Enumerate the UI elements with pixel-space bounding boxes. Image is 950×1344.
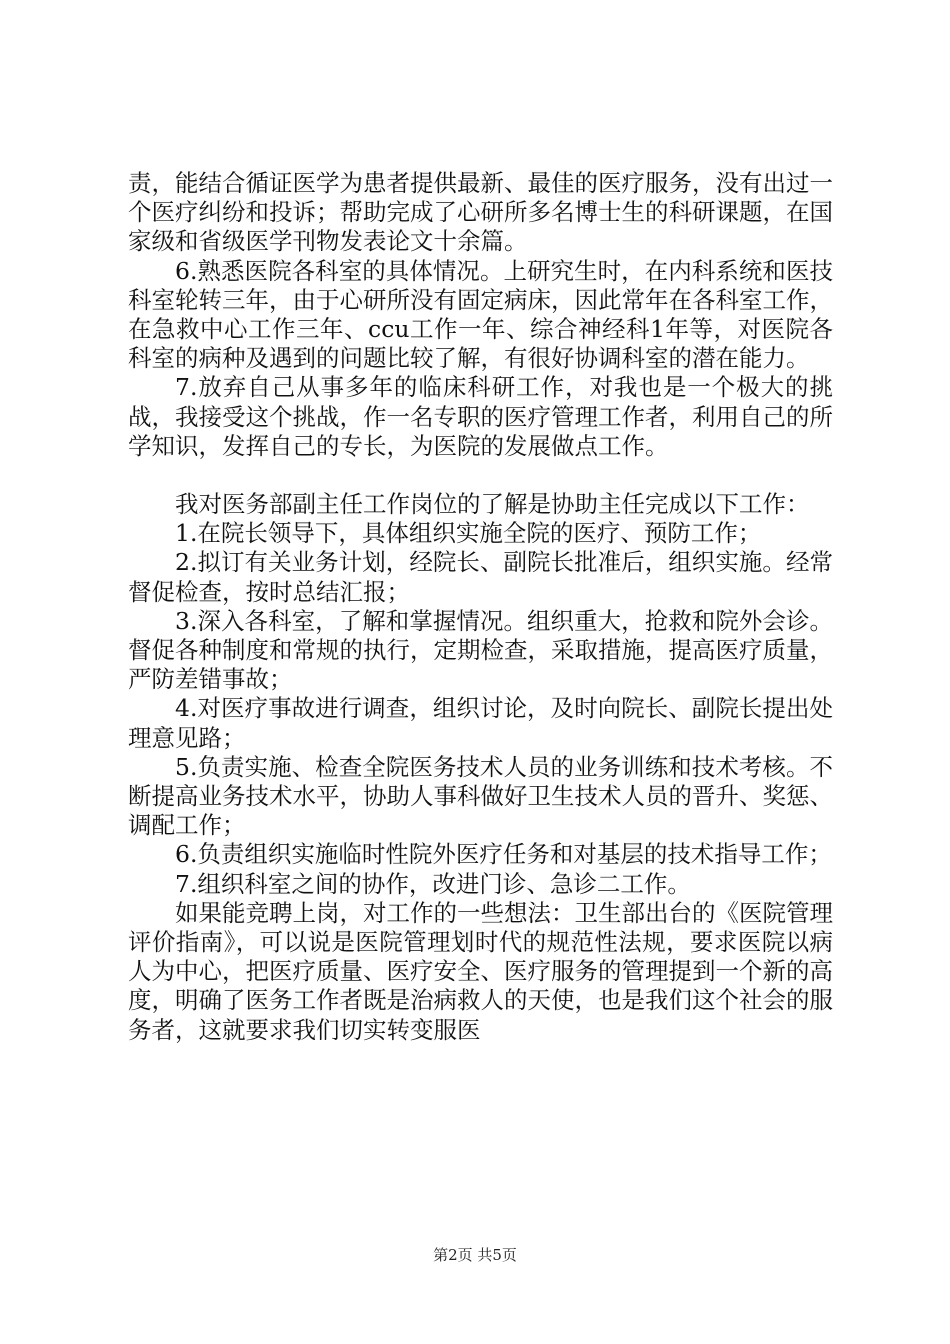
- document-body: [128, 169, 833, 1045]
- duty-item-5: 5.负责实施、检查全院医务技术人员的业务训练和技术考核。不断提高业务技术水平，协助人事科做好卫生技术人员的晋升、奖惩、调配工作；: [128, 752, 833, 840]
- paragraph-item-7: 7.放弃自己从事多年的临床科研工作，对我也是一个极大的挑战，我接受这个挑战，作一名专职的医疗管理工作者，利用自己的所学知识，发挥自己的专长，为医院的发展做点工作。: [128, 373, 833, 460]
- paragraph-item-6: 6.熟悉医院各科室的具体情况。上研究生时，在内科系统和医技科室轮转三年，由于心研所没有固定病床，因此常年在各科室工作，在急救中心工作三年、ccu工作一年、综合神经科1年等，对医院各科室的病种及遇到的问题比较了解，有很好协调科室的潜在能力。: [128, 256, 833, 373]
- duty-item-1: 1.在院长领导下，具体组织实施全院的医疗、预防工作；: [175, 519, 762, 548]
- duty-item-3: 3.深入各科室，了解和掌握情况。组织重大，抢救和院外会诊。督促各种制度和常规的执行，定期检查，采取措施，提高医疗质量，严防差错事故；: [128, 606, 833, 694]
- paragraph-duties-intro: 我对医务部副主任工作岗位的了解是协助主任完成以下工作：: [175, 490, 810, 519]
- duty-item-2: 2.拟订有关业务计划，经院长、副院长批准后，组织实施。经常督促检查，按时总结汇报；: [128, 548, 833, 606]
- duty-item-4: 4.对医疗事故进行调查，组织讨论，及时向院长、副院长提出处理意见路；: [128, 694, 833, 752]
- duty-item-6: 6.负责组织实施临时性院外医疗任务和对基层的技术指导工作；: [175, 840, 832, 869]
- duty-item-7: 7.组织科室之间的协作，改进门诊、急诊二工作。: [175, 869, 691, 898]
- paragraph-continuation: 责，能结合循证医学为患者提供最新、最佳的医疗服务，没有出过一个医疗纠纷和投诉；帮助完成了心研所多名博士生的科研课题，在国家级和省级医学刊物发表论文十余篇。: [128, 169, 833, 256]
- page-number-footer: 第2页 共5页: [433, 1246, 517, 1264]
- paragraph-ideas: 如果能竞聘上岗，对工作的一些想法：卫生部出台的《医院管理评价指南》，可以说是医院管理划时代的规范性法规，要求医院以病人为中心，把医疗质量、医疗安全、医疗服务的管理提到一个新的高度，明确了医务工作者既是治病救人的天使，也是我们这个社会的服务者，这就要求我们切实转变服医: [128, 898, 833, 1044]
